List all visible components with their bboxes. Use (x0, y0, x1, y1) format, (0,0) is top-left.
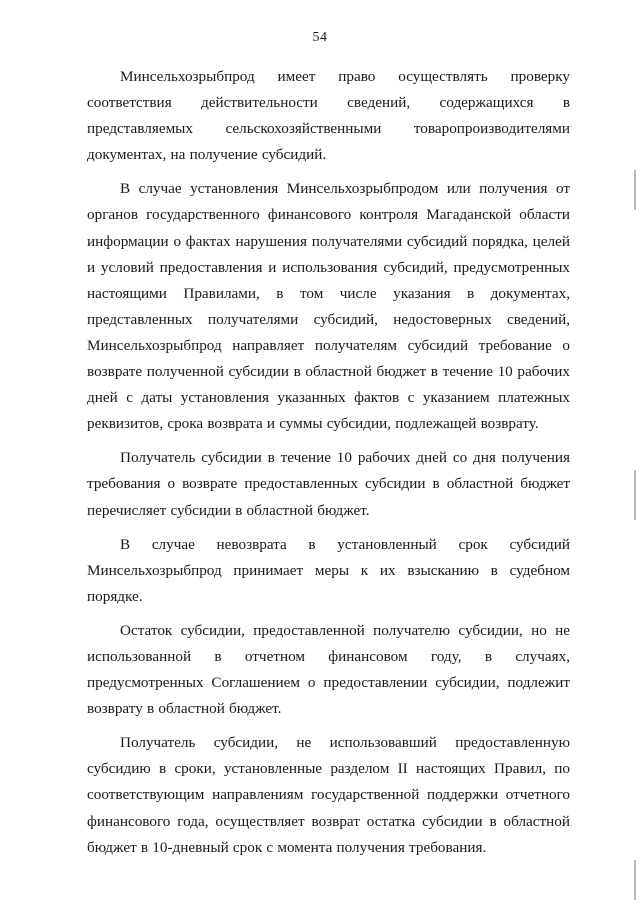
paragraph-balance-return: Получатель субсидии, не использовавший предоставленную субсидию в сроки, установленные разделом II настоящих Правил, по соответствующим направлениям государственной поддержки отчетного финансового года, осуществляет возврат остатка субсидии в областной бюджет в 10-дневный срок с момента получения требования. (87, 734, 570, 856)
scan-edge-mark (634, 470, 636, 520)
page-number: 54 (312, 30, 328, 45)
paragraph-court-recovery: В случае невозврата в установленный срок субсидий Минсельхозрыбпрод принимает меры к их взысканию в судебном порядке. (87, 535, 570, 605)
paragraph-repayment-term: Получатель субсидии в течение 10 рабочих дней со дня получения требования о возврате предоставленных субсидии в областной бюджет перечисляет субсидии в областной бюджет. (87, 449, 570, 519)
document-body (87, 64, 570, 869)
scan-edge-mark (634, 170, 636, 210)
paragraph-violation-demand: В случае установления Минсельхозрыбпродом или получения от органов государственного финансового контроля Магаданской области информации о фактах нарушения получателями субсидий порядка, целей и условий предоставления и использования субсидий, предусмотренных настоящими Правилами, в том числе указания в документах, представленных получателями субсидий, недостоверных сведений, Минсельхозрыбпрод направляет получателям субсидий требование о возврате полученной субсидии в областной бюджет в течение 10 рабочих дней с даты установления указанных фактов с указанием платежных реквизитов, срока возврата и суммы субсидии, подлежащей возврату. (87, 180, 570, 433)
scan-edge-mark (634, 860, 636, 900)
paragraph-verification-right: Минсельхозрыбпрод имеет право осуществлять проверку соответствия действительности сведений, содержащихся в представляемых сельскохозяйственными товаропроизводителями документах, на получение субсидий. (87, 68, 570, 164)
paragraph-unused-balance: Остаток субсидии, предоставленной получателю субсидии, но не использованной в отчетном финансовом году, в случаях, предусмотренных Соглашением о предоставлении субсидии, подлежит возврату в областной бюджет. (87, 621, 570, 718)
